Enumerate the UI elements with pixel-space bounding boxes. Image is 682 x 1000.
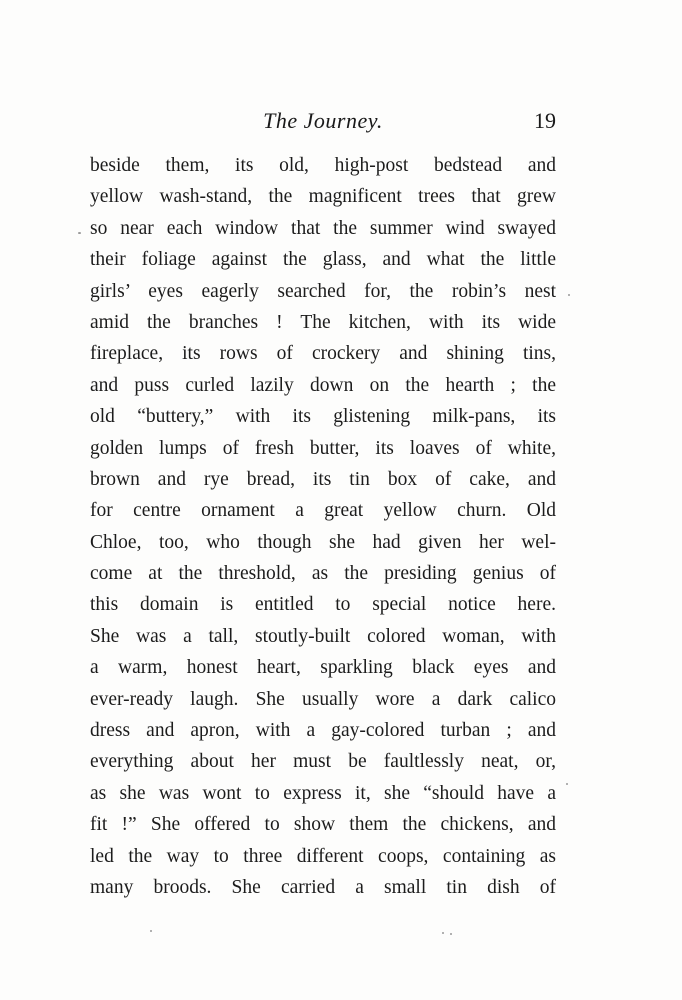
paper-speck bbox=[442, 932, 444, 934]
paper-speck bbox=[78, 232, 81, 234]
text-line: girls’ eyes eagerly searched for, the robin’s nest bbox=[90, 280, 556, 302]
text-line: led the way to three different coops, containing as bbox=[90, 845, 556, 867]
text-line: a warm, honest heart, sparkling black eyes and bbox=[90, 657, 556, 679]
text-line: amid the branches ! The kitchen, with its wide bbox=[90, 311, 556, 333]
text-line: for centre ornament a great yellow churn. Old bbox=[90, 500, 556, 522]
text-line: yellow wash-stand, the magnificent trees that grew bbox=[90, 186, 556, 208]
running-title: The Journey. bbox=[263, 108, 383, 133]
text-line: ever-ready laugh. She usually wore a dark calico bbox=[90, 688, 556, 710]
text-line: their foliage against the glass, and what the little bbox=[90, 249, 556, 271]
text-line: as she was wont to express it, she “should have a bbox=[90, 782, 556, 804]
text-line: beside them, its old, high-post bedstead and bbox=[90, 155, 556, 176]
paper-speck bbox=[566, 783, 568, 785]
text-line: brown and rye bread, its tin box of cake, and bbox=[90, 468, 556, 490]
page-number: 19 bbox=[534, 108, 556, 133]
body-text bbox=[90, 150, 556, 903]
text-line: fit !” She offered to show them the chickens, and bbox=[90, 814, 556, 836]
text-line: this domain is entitled to special notice here. bbox=[90, 594, 556, 616]
text-line: come at the threshold, as the presiding genius of bbox=[90, 563, 556, 585]
text-line: dress and apron, with a gay-colored turban ; and bbox=[90, 720, 556, 742]
text-line: and puss curled lazily down on the hearth ; the bbox=[90, 374, 556, 396]
text-line: old “buttery,” with its glistening milk-pans, its bbox=[90, 406, 556, 428]
text-line: golden lumps of fresh butter, its loaves of white, bbox=[90, 437, 556, 459]
text-line: everything about her must be faultlessly neat, or, bbox=[90, 751, 556, 773]
running-head bbox=[90, 108, 556, 138]
text-line: fireplace, its rows of crockery and shining tins, bbox=[90, 343, 556, 365]
paper-speck bbox=[568, 294, 570, 296]
paper-speck bbox=[450, 933, 452, 935]
text-line: She was a tall, stoutly-built colored woman, with bbox=[90, 625, 556, 647]
text-line: many broods. She carried a small tin dish of bbox=[90, 876, 556, 898]
text-line: Chloe, too, who though she had given her wel- bbox=[90, 531, 556, 553]
paper-speck bbox=[150, 930, 152, 932]
text-line: so near each window that the summer wind swayed bbox=[90, 217, 556, 239]
